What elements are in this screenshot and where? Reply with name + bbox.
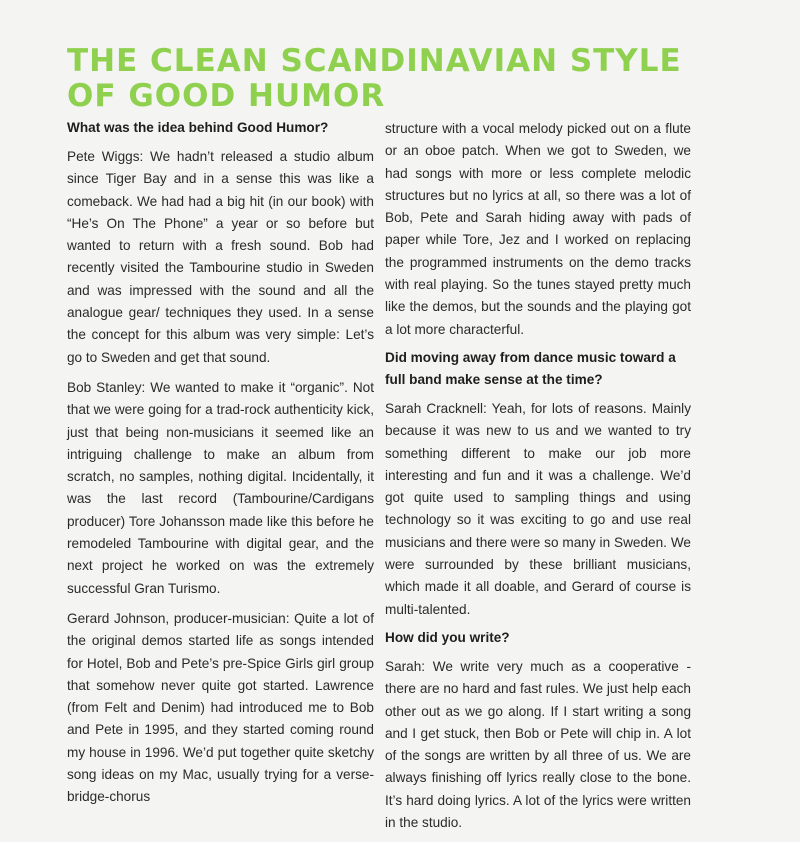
left-column (67, 117, 374, 817)
answer-paragraph: Bob Stanley: We wanted to make it “organic”. Not that we were going for a trad-rock authenticity kick, just that being non-musicians it seemed like an intriguing challenge to make an album from scratch, no samples, nothing digital. Incidentally, it was the last record (Tambourine/Cardigans producer) Tore Johansson made like this before he remodeled Tambourine with digital gear, and the next project he worked on was the extremely successful Gran Turismo. (67, 379, 374, 596)
title-line-1: THE CLEAN SCANDINAVIAN STYLE (67, 43, 682, 79)
question-line-1: Did moving away from dance music toward a (385, 349, 676, 365)
question-heading: How did you write? (385, 629, 510, 645)
answer-paragraph: Sarah: We write very much as a cooperative - there are no hard and fast rules. We just help each other out as we go along. If I start writing a song and I get stuck, then Bob or Pete will chip in. A lot of the songs are written by all three of us. We are always finishing off lyrics really close to the bone. It’s hard doing lyrics. A lot of the lyrics were written in the studio. (385, 658, 691, 831)
answer-paragraph: Gerard Johnson, producer-musician: Quite a lot of the original demos started life as songs intended for Hotel, Bob and Pete’s pre-Spice Girls girl group that somehow never quite got started. Lawrence (from Felt and Denim) had introduced me to Bob and Pete in 1995, and they started coming round my house in 1996. We’d put together quite sketchy song ideas on my Mac, usually trying for a verse-bridge-chorus (67, 610, 374, 805)
right-column (385, 118, 691, 842)
title-line-2: OF GOOD HUMOR (67, 78, 386, 114)
answer-paragraph-continued: structure with a vocal melody picked out on a flute or an oboe patch. When we got to Sweden, we had songs with more or less complete melodic structures but no lyrics at all, so there was a lot of Bob, Pete and Sarah hiding away with pads of paper while Tore, Jez and I worked on replacing the programmed instruments on the demo tracks with real playing. So the tunes stayed pretty much like the demos, but the sounds and the playing got a lot more characterful. (385, 121, 691, 337)
article-title (67, 44, 767, 114)
answer-paragraph: Pete Wiggs: We hadn’t released a studio album since Tiger Bay and in a sense this was like a comeback. We had had a big hit (in our book) with “He’s On The Phone” a year or so before but wanted to return with a fresh sound. Bob had recently visited the Tambourine studio in Sweden and was impressed with the sound and all the analogue gear/ techniques they used. In a sense the concept for this album was very simple: Let’s go to Sweden and get that sound. (67, 149, 374, 365)
answer-paragraph: Sarah Cracknell: Yeah, for lots of reasons. Mainly because it was new to us and we wanted to try something different to make our job more interesting and fun and it was a challenge. We’d got quite used to sampling things and using technology so it was exciting to go and use real musicians and there were so many in Sweden. We were surrounded by these brilliant musicians, which made it all doable, and Gerard of course is multi-talented. (385, 400, 691, 617)
question-line-2: full band make sense at the time? (385, 371, 603, 387)
question-heading: What was the idea behind Good Humor? (67, 120, 329, 135)
question-heading (385, 347, 691, 391)
